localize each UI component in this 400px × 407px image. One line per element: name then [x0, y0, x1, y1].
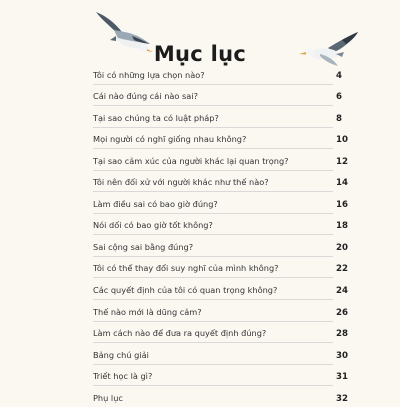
- toc-entry[interactable]: [93, 322, 348, 344]
- toc-entry-title: Mọi người có nghĩ giống nhau không?: [93, 134, 247, 145]
- toc-entry-page-number: 30: [336, 350, 348, 361]
- toc-entry-page-number: 28: [336, 329, 348, 340]
- toc-entry[interactable]: [93, 257, 348, 279]
- toc-entry-title: Tôi có thể thay đổi suy nghĩ của mình không?: [93, 263, 279, 274]
- toc-entry[interactable]: [93, 85, 342, 107]
- toc-entry[interactable]: [93, 343, 348, 365]
- toc-entry-title: Làm cách nào để đưa ra quyết định đúng?: [93, 328, 267, 339]
- toc-entry-page-number: 12: [336, 156, 348, 167]
- toc-entry[interactable]: [93, 106, 342, 128]
- toc-entry-title: Tôi có những lựa chọn nào?: [93, 69, 205, 80]
- toc-entry-title: Tại sao chúng ta có luật pháp?: [93, 112, 219, 123]
- toc-entry[interactable]: [93, 278, 348, 300]
- toc-entry-page-number: 20: [336, 242, 348, 253]
- toc-entry[interactable]: [93, 214, 348, 236]
- toc-entry-title: Thế nào mới là dũng cảm?: [93, 306, 202, 317]
- toc-entry-title: Bảng chú giải: [93, 349, 149, 360]
- toc-entry[interactable]: [93, 149, 348, 171]
- toc-entry-page-number: 26: [336, 307, 348, 318]
- toc-entry-title: Các quyết định của tôi có quan trọng không?: [93, 285, 278, 296]
- toc-entry-page-number: 24: [336, 286, 348, 297]
- toc-entry[interactable]: [93, 386, 348, 407]
- toc-entry-page-number: 22: [336, 264, 348, 275]
- toc-entry[interactable]: [93, 128, 348, 150]
- table-of-contents: [93, 63, 348, 407]
- toc-entry[interactable]: [93, 365, 348, 387]
- page-title: Mục lục: [153, 42, 247, 67]
- toc-entry-title: Phụ lục: [93, 392, 123, 403]
- toc-entry-page-number: 10: [336, 135, 348, 146]
- toc-entry-page-number: 32: [336, 393, 348, 404]
- toc-entry-page-number: 14: [336, 178, 348, 189]
- toc-entry-title: Tôi nên đối xử với người khác như thế nào?: [93, 177, 269, 188]
- toc-entry-page-number: 18: [336, 221, 348, 232]
- toc-entry[interactable]: [93, 171, 348, 193]
- toc-entry-page-number: 4: [336, 70, 342, 81]
- toc-entry-page-number: 16: [336, 199, 348, 210]
- toc-entry-title: Tại sao cảm xúc của người khác lại quan trọng?: [93, 155, 289, 166]
- toc-entry[interactable]: [93, 63, 342, 85]
- toc-entry-title: Triết học là gì?: [93, 371, 153, 382]
- toc-entry[interactable]: [93, 192, 348, 214]
- toc-entry-title: Cái nào đúng cái nào sai?: [93, 91, 198, 102]
- toc-entry-page-number: 8: [336, 113, 342, 124]
- toc-entry-title: Làm điều sai có bao giờ đúng?: [93, 198, 218, 209]
- toc-entry-page-number: 31: [336, 372, 348, 383]
- toc-entry[interactable]: [93, 300, 348, 322]
- toc-entry-page-number: 6: [336, 92, 342, 103]
- toc-entry-title: Nói dối có bao giờ tốt không?: [93, 220, 213, 231]
- toc-entry-title: Sai cộng sai bằng đúng?: [93, 241, 194, 252]
- toc-entry[interactable]: [93, 235, 348, 257]
